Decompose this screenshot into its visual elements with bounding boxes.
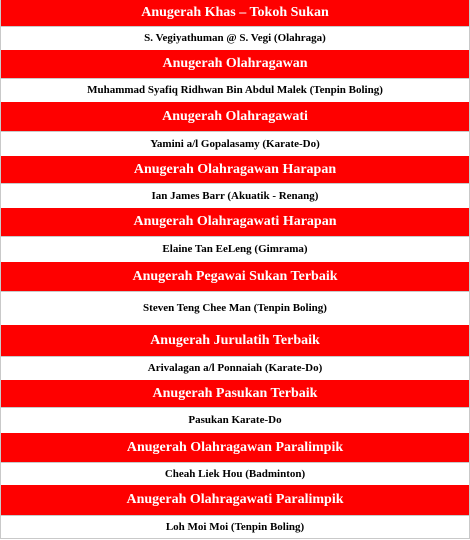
award-winner-name: Muhammad Syafiq Ridhwan Bin Abdul Malek (Tenpin Boling) [87,84,383,96]
award-category-title: Anugerah Olahragawati [162,108,308,124]
award-winner-row [1,515,469,538]
award-category-row [1,379,469,407]
award-winner-row [1,131,469,155]
award-category-title: Anugerah Olahragawan [162,56,308,71]
award-winner-name: Steven Teng Chee Man (Tenpin Boling) [143,302,327,314]
award-category-row [1,49,469,78]
award-category-title: Anugerah Jurulatih Terbaik [150,332,320,348]
award-winner-row [1,183,469,207]
award-winner-name: Elaine Tan EeLeng (Gimrama) [162,243,308,255]
award-category-title: Anugerah Pegawai Sukan Terbaik [132,268,338,284]
award-category-title: Anugerah Khas – Tokoh Sukan [141,5,329,20]
award-winner-row [1,462,469,484]
award-winner-row [1,356,469,379]
award-winner-row [1,26,469,49]
award-winner-name: Cheah Liek Hou (Badminton) [164,467,306,480]
award-category-title: Anugerah Olahragawati Paralimpik [126,492,344,507]
award-category-row [1,0,469,26]
award-winner-name: Loh Moi Moi (Tenpin Boling) [165,521,305,533]
award-category-row [1,207,469,236]
award-winner-row [1,78,469,101]
award-winner-name: S. Vegiyathuman @ S. Vegi (Olahraga) [144,32,326,44]
award-category-row [1,261,469,291]
award-winner-row [1,407,469,432]
award-category-row [1,155,469,183]
award-winner-name: Ian James Barr (Akuatik - Renang) [151,189,319,202]
award-winner-name: Pasukan Karate-Do [188,414,282,426]
award-category-title: Anugerah Pasukan Terbaik [152,385,318,401]
award-category-title: Anugerah Olahragawati Harapan [133,214,337,229]
award-winner-name: Arivalagan a/l Ponnaiah (Karate-Do) [147,362,323,374]
award-category-row [1,484,469,515]
award-winner-name: Yamini a/l Gopalasamy (Karate-Do) [150,137,320,150]
award-category-title: Anugerah Olahragawan Paralimpik [126,439,344,455]
award-category-row [1,324,469,356]
award-category-row [1,432,469,462]
award-winner-row [1,291,469,324]
award-category-row [1,101,469,131]
award-winner-row [1,236,469,261]
award-category-title: Anugerah Olahragawan Harapan [133,161,337,177]
